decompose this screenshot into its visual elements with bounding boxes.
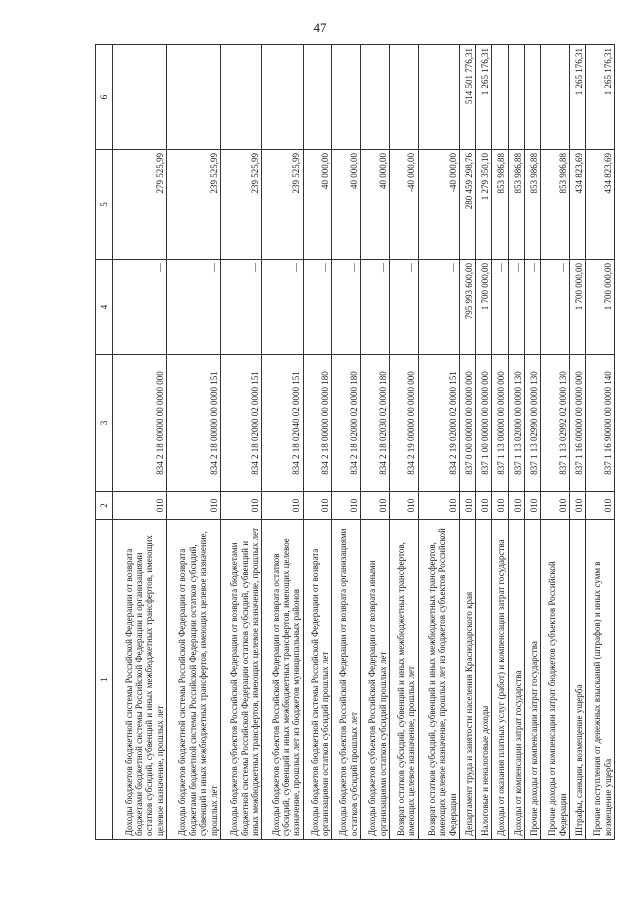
header-col-1: 1 [96, 520, 113, 840]
row-kbk: 834 2 18 00000 00 0000 151 [166, 355, 220, 492]
row-name: Налоговые и неналоговые доходы [476, 520, 492, 840]
table-row [460, 45, 476, 840]
row-executed: -40 000,00 [418, 150, 459, 260]
row-kbk: 834 2 18 00000 00 0000 000 [113, 355, 167, 492]
row-unexecuted [492, 45, 508, 150]
row-executed: 40 000,00 [303, 150, 332, 260]
row-code: 010 [476, 492, 492, 520]
table-row [508, 45, 524, 840]
row-name: Возврат остатков субсидий, субвенций и иных межбюджетных трансфертов, имеющих целевое назначение, прошлых лет [389, 520, 418, 840]
row-code: 010 [541, 492, 570, 520]
row-name: Департамент труда и занятости населения Краснодарского края [460, 520, 476, 840]
row-name: Доходы бюджетов субъектов Российской Федерации от возврата иными организациями остатков субсидий прошлых лет [361, 520, 390, 840]
row-executed: 40 000,00 [332, 150, 361, 260]
row-unexecuted: 1 265 176,31 [569, 45, 585, 150]
row-code: 010 [262, 492, 303, 520]
header-row [96, 45, 113, 840]
row-executed: 239 525,99 [262, 150, 303, 260]
row-name: Прочие поступления от денежных взысканий (штрафов) и иных сумм в возмещение ущерба [586, 520, 615, 840]
row-plan: 1 700 000,00 [586, 260, 615, 355]
row-plan: 795 993 600,00 [460, 260, 476, 355]
row-code: 010 [492, 492, 508, 520]
row-unexecuted [303, 45, 332, 150]
row-executed: 853 986,88 [492, 150, 508, 260]
row-code: 010 [460, 492, 476, 520]
row-kbk: 837 1 16 00000 00 0000 000 [569, 355, 585, 492]
row-name: Доходы бюджетов субъектов Российской Федерации от возврата организациями остатков субсидий прошлых лет [332, 520, 361, 840]
row-name: Доходы от компенсации затрат государства [508, 520, 524, 840]
table-row [524, 45, 540, 840]
row-plan: — [332, 260, 361, 355]
row-kbk: 834 2 18 02040 02 0000 151 [262, 355, 303, 492]
row-kbk: 837 1 13 02000 00 0000 130 [508, 355, 524, 492]
row-unexecuted [332, 45, 361, 150]
row-kbk: 834 2 18 02000 02 0000 180 [332, 355, 361, 492]
row-unexecuted [113, 45, 167, 150]
row-code: 010 [389, 492, 418, 520]
row-code: 010 [361, 492, 390, 520]
row-kbk: 837 1 13 02990 00 0000 130 [524, 355, 540, 492]
row-name: Доходы бюджетов бюджетной системы Российской Федерации от возврата бюджетами бюджетной системы Российской Федерации и организациями остатков субсидий, субвенций и иных межбюджетных трансфертов, имеющих целевое назначение, прошлых лет [113, 520, 167, 840]
row-name: Прочие доходы от компенсации затрат государства [524, 520, 540, 840]
row-code: 010 [220, 492, 261, 520]
row-code: 010 [524, 492, 540, 520]
row-code: 010 [303, 492, 332, 520]
row-plan: — [303, 260, 332, 355]
table-row [569, 45, 585, 840]
row-plan: — [418, 260, 459, 355]
row-code: 010 [418, 492, 459, 520]
table-row [220, 45, 261, 840]
row-unexecuted [508, 45, 524, 150]
row-name: Доходы от оказания платных услуг (работ) и компенсации затрат государства [492, 520, 508, 840]
row-unexecuted [389, 45, 418, 150]
table-row [492, 45, 508, 840]
table-row [113, 45, 167, 840]
row-kbk: 834 2 18 02030 02 0000 180 [361, 355, 390, 492]
table-row [418, 45, 459, 840]
row-name: Прочие доходы от компенсации затрат бюджетов субъектов Российской Федерации [541, 520, 570, 840]
row-plan: — [508, 260, 524, 355]
row-code: 010 [332, 492, 361, 520]
row-kbk: 837 0 00 00000 00 0000 000 [460, 355, 476, 492]
row-plan: — [389, 260, 418, 355]
row-executed: 434 823,69 [586, 150, 615, 260]
table-row [361, 45, 390, 840]
row-kbk: 834 2 18 00000 00 0000 180 [303, 355, 332, 492]
row-plan: — [492, 260, 508, 355]
row-unexecuted [166, 45, 220, 150]
row-unexecuted [418, 45, 459, 150]
budget-income-table [95, 44, 615, 840]
row-plan: — [166, 260, 220, 355]
row-executed: 280 459 298,76 [460, 150, 476, 260]
row-kbk: 834 2 19 02000 02 0000 151 [418, 355, 459, 492]
row-executed: 434 823,69 [569, 150, 585, 260]
row-executed: 40 000,00 [361, 150, 390, 260]
table-row [586, 45, 615, 840]
row-plan: — [220, 260, 261, 355]
row-unexecuted [541, 45, 570, 150]
row-plan: — [361, 260, 390, 355]
row-name: Доходы бюджетов субъектов Российской Федерации от возврата бюджетами бюджетной системы Российской Федерации остатков субсидий, субвенций и иных межбюджетных трансфертов, имеющих целевое назначение, прошлых лет [220, 520, 261, 840]
row-plan: — [524, 260, 540, 355]
row-unexecuted: 514 501 776,31 [460, 45, 476, 150]
header-col-6: 6 [96, 45, 113, 150]
row-name: Доходы бюджетов бюджетной системы Российской Федерации от возврата организациями остатков субсидий прошлых лет [303, 520, 332, 840]
row-name: Доходы бюджетов бюджетной системы Российской Федерации от возврата бюджетами бюджетной системы Российской Федерации остатков субсидий, субвенций и иных межбюджетных трансфертов, имеющих целевое назначение, прошлых лет [166, 520, 220, 840]
row-unexecuted [361, 45, 390, 150]
row-kbk: 837 1 00 00000 00 0000 000 [476, 355, 492, 492]
row-code: 010 [586, 492, 615, 520]
row-unexecuted [262, 45, 303, 150]
row-code: 010 [508, 492, 524, 520]
row-name: Доходы бюджетов субъектов Российской Федерации от возврата остатков субсидий, субвенций и иных межбюджетных трансфертов, имеющих целевое назначение, прошлых лет из бюджетов муниципальных районов [262, 520, 303, 840]
row-plan: — [541, 260, 570, 355]
table-row [476, 45, 492, 840]
row-executed: 239 525,99 [166, 150, 220, 260]
row-executed: 853 986,88 [541, 150, 570, 260]
table-row [389, 45, 418, 840]
row-kbk: 837 1 13 00000 00 0000 000 [492, 355, 508, 492]
row-kbk: 834 2 19 00000 00 0000 000 [389, 355, 418, 492]
header-col-2: 2 [96, 492, 113, 520]
row-kbk: 837 1 16 90000 00 0000 140 [586, 355, 615, 492]
row-unexecuted [220, 45, 261, 150]
row-executed: -40 000,00 [389, 150, 418, 260]
row-plan: — [262, 260, 303, 355]
row-executed: 853 986,88 [508, 150, 524, 260]
row-code: 010 [113, 492, 167, 520]
row-code: 010 [569, 492, 585, 520]
rotated-table-container [95, 45, 615, 840]
row-executed: 279 525,99 [113, 150, 167, 260]
row-executed: 853 986,88 [524, 150, 540, 260]
table-row [332, 45, 361, 840]
header-col-3: 3 [96, 355, 113, 492]
row-plan: 1 700 000,00 [476, 260, 492, 355]
page-number: 47 [313, 20, 327, 35]
row-unexecuted: 1 265 176,31 [586, 45, 615, 150]
table-row [166, 45, 220, 840]
row-name: Возврат остатков субсидий, субвенций и иных межбюджетных трансфертов, имеющих целевое назначение, прошлых лет из бюджетов субъектов Российской Федерации [418, 520, 459, 840]
table-row [262, 45, 303, 840]
row-kbk: 837 1 13 02992 02 0000 130 [541, 355, 570, 492]
row-unexecuted: 1 265 176,31 [476, 45, 492, 150]
header-col-4: 4 [96, 260, 113, 355]
row-plan: 1 700 000,00 [569, 260, 585, 355]
row-kbk: 834 2 18 02000 02 0000 151 [220, 355, 261, 492]
row-name: Штрафы, санкции, возмещение ущерба [569, 520, 585, 840]
table-row [541, 45, 570, 840]
row-executed: 1 279 350,10 [476, 150, 492, 260]
row-executed: 239 525,99 [220, 150, 261, 260]
row-unexecuted [524, 45, 540, 150]
table-row [303, 45, 332, 840]
row-code: 010 [166, 492, 220, 520]
row-plan: — [113, 260, 167, 355]
header-col-5: 5 [96, 150, 113, 260]
